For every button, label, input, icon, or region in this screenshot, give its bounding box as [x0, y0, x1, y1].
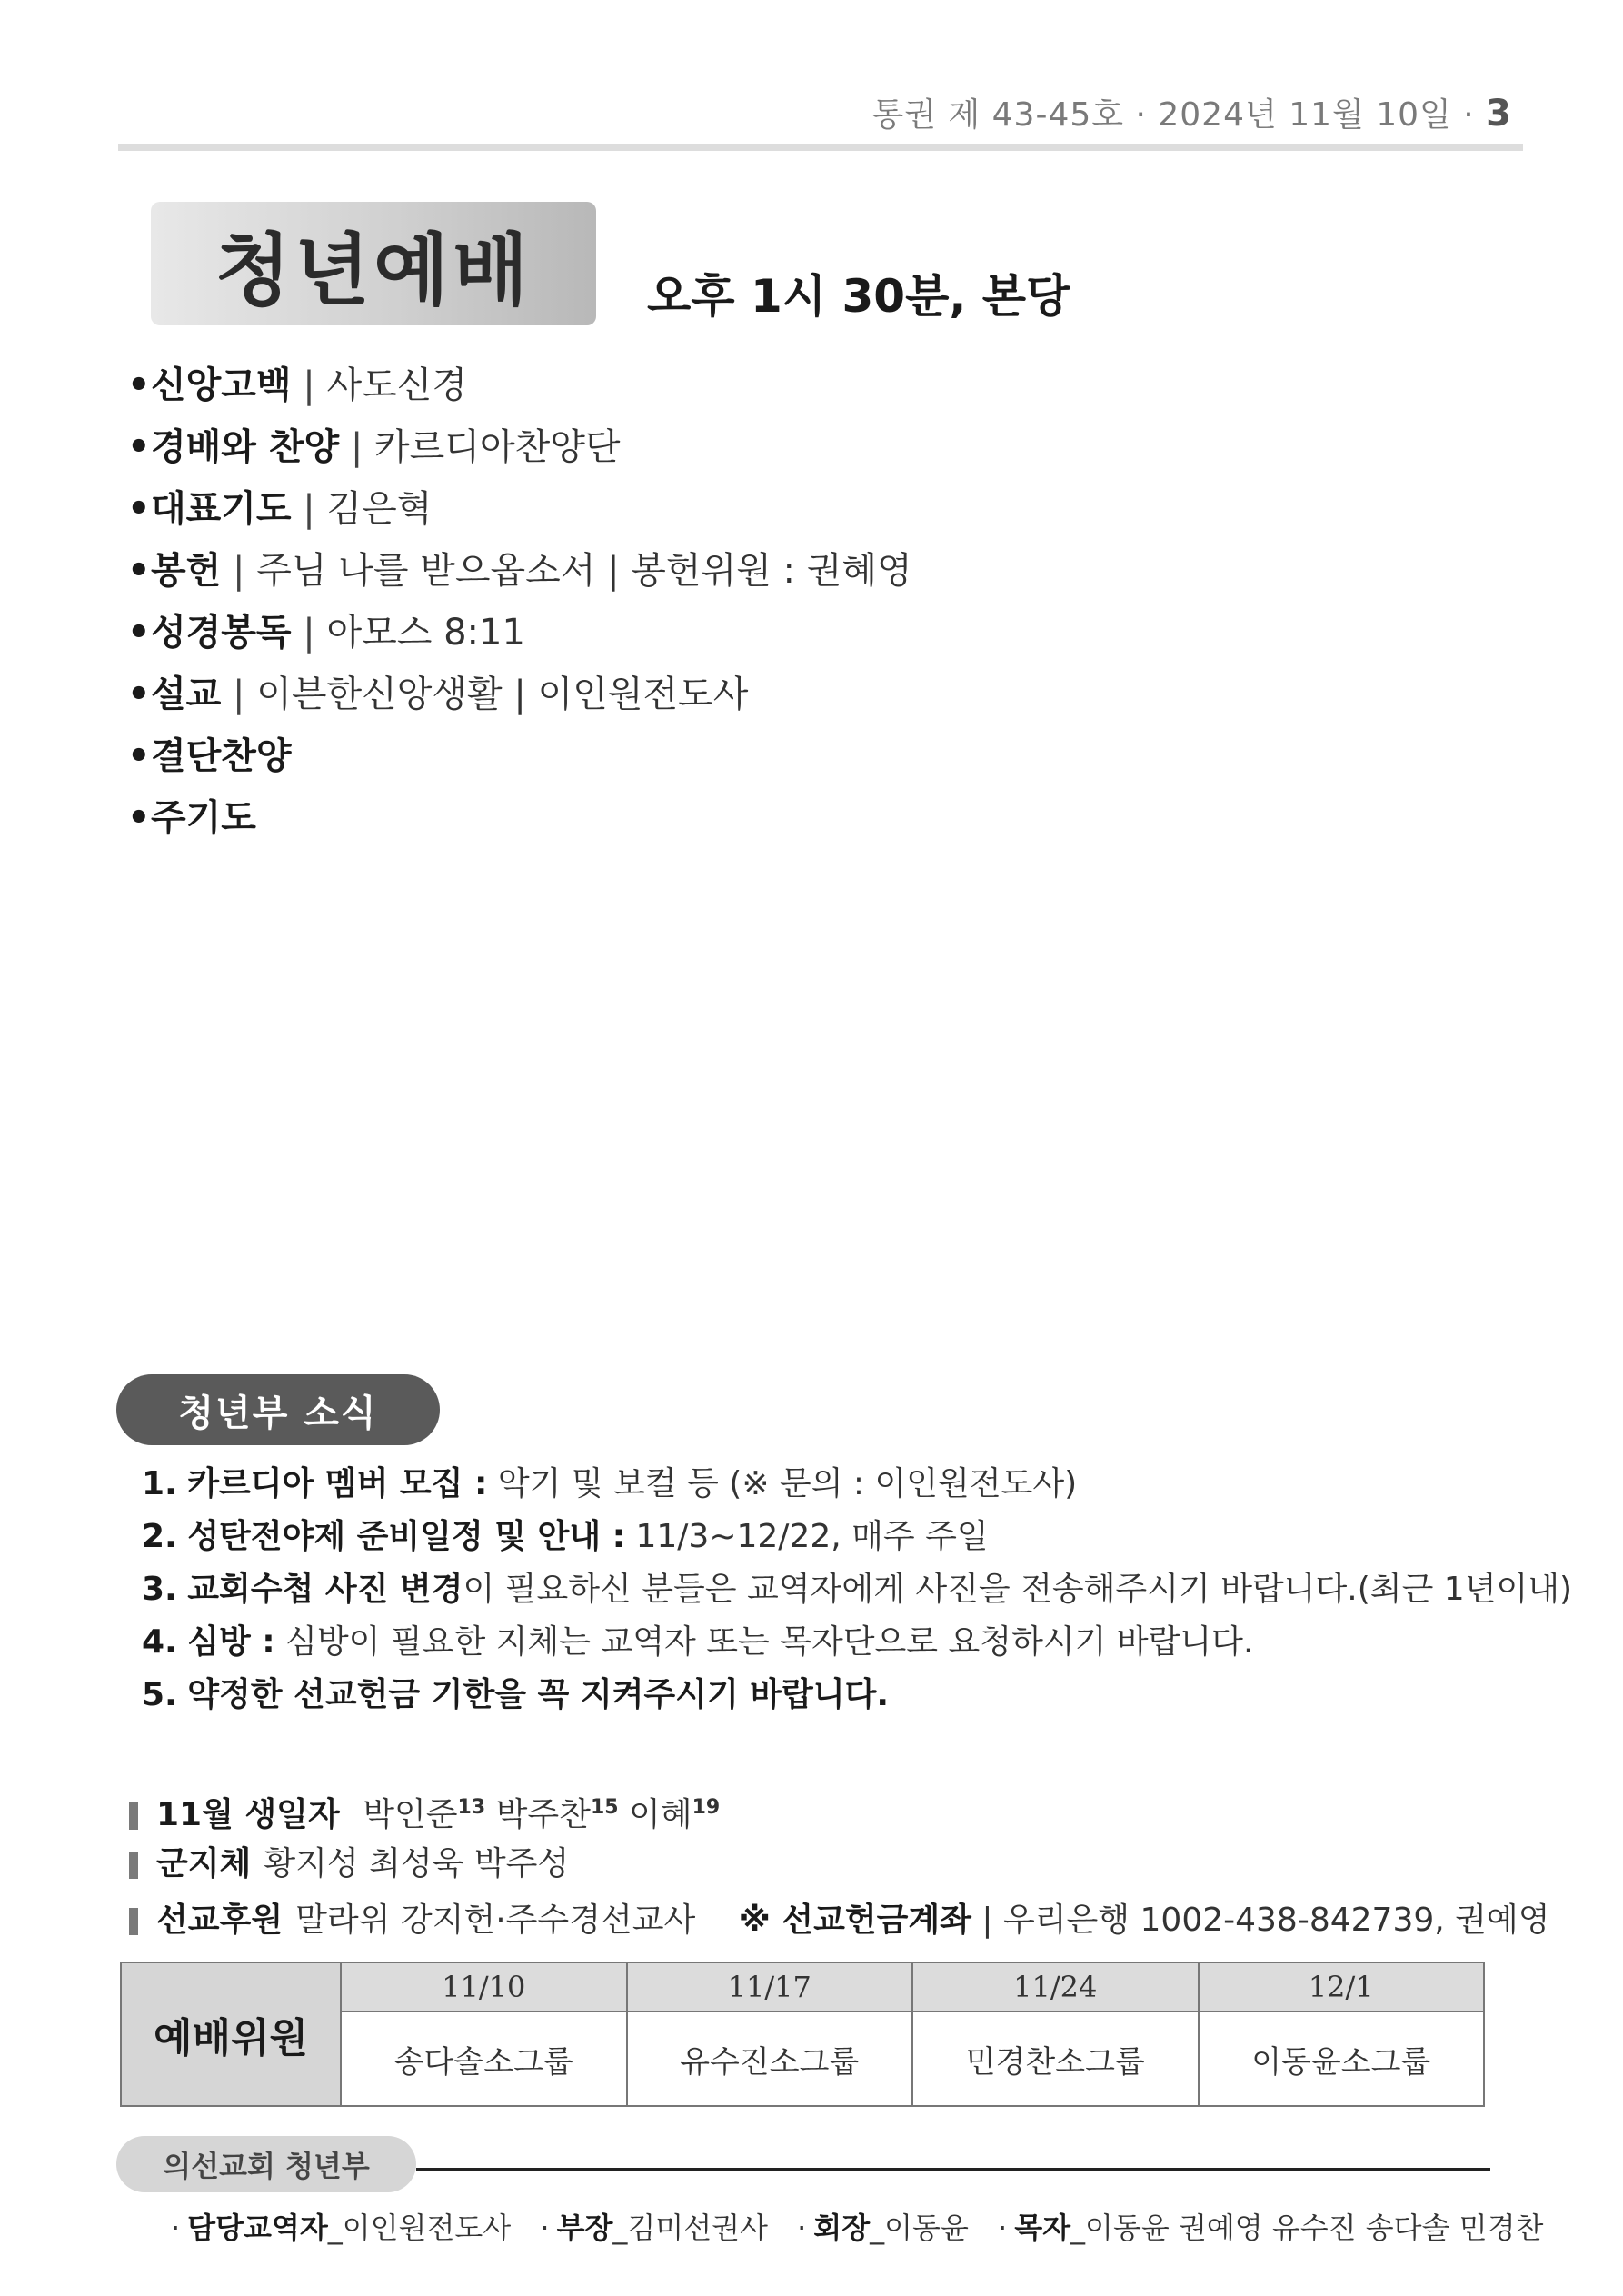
account-label: ※ 선교헌금계좌 — [738, 1902, 971, 1939]
header-rule — [118, 144, 1523, 151]
news-item-title: 성탄전야제 준비일정 및 안내 : — [187, 1518, 626, 1555]
order-item: •성경봉독 | 아모스 8:11 — [127, 612, 525, 654]
news-section-tag: 청년부 소식 — [116, 1374, 440, 1445]
news-list — [142, 1458, 1572, 1722]
news-item-text: 악기 및 보컬 등 (※ 문의 : 이인원전도사) — [487, 1465, 1078, 1502]
news-item-text: 심방이 필요한 지체는 교역자 또는 목자단으로 요청하시기 바랍니다. — [274, 1623, 1254, 1661]
military-names: 황지성 최성욱 박주성 — [264, 1845, 570, 1882]
service-title-box — [151, 202, 596, 325]
birthday-name: 이혜 — [629, 1796, 692, 1833]
issue-header — [871, 89, 1512, 135]
news-item: 4. 심방 : 심방이 필요한 지체는 교역자 또는 목자단으로 요청하시기 바랍니다. — [142, 1623, 1254, 1661]
staff-role: 목자 — [1014, 2211, 1071, 2245]
duty-group: 유수진소그룹 — [627, 2011, 913, 2106]
order-value: 이븐한신앙생활 | 이인원전도사 — [256, 674, 749, 715]
duty-group: 민경찬소그룹 — [912, 2011, 1199, 2106]
order-value: 아모스 8:11 — [326, 612, 525, 654]
row-marker — [129, 1802, 138, 1830]
order-label: 대표기도 — [151, 488, 292, 530]
footer-org-tag: 의선교회 청년부 — [116, 2136, 416, 2192]
staff-names: 이동윤 — [884, 2211, 969, 2245]
issue-text: 통권 제 43-45호 · 2024년 11월 10일 · — [871, 96, 1487, 134]
duty-date: 11/24 — [912, 1962, 1199, 2011]
news-item-title: 교회수첩 사진 변경 — [187, 1571, 463, 1608]
service-time-place: 오후 1시 30분, 본당 — [647, 270, 1070, 323]
staff-names: 이동윤 권예영 유수진 송다솔 민경찬 — [1085, 2211, 1544, 2245]
account-text: | 우리은행 1002-438-842739, 권예영 — [971, 1902, 1550, 1939]
order-label: 설교 — [151, 674, 222, 715]
order-item: •신앙고백 | 사도신경 — [127, 364, 468, 406]
news-item: 5. 약정한 선교헌금 기한을 꼭 지켜주시기 바랍니다. — [142, 1676, 890, 1713]
order-item: •경배와 찬양 | 카르디아찬양단 — [127, 426, 621, 468]
duty-table-label: 예배위원 — [121, 1962, 341, 2106]
order-value: 사도신경 — [326, 364, 468, 406]
birthday-row — [129, 1780, 1549, 1836]
birthday-name: 박인준 — [363, 1796, 458, 1833]
birthday-day: 15 — [590, 1796, 619, 1819]
birthday-day: 19 — [692, 1796, 721, 1819]
footer-rule — [416, 2168, 1490, 2171]
order-label: 결단찬양 — [151, 735, 292, 777]
military-row — [129, 1836, 1549, 1892]
info-section — [129, 1780, 1549, 1949]
worship-duty-table — [120, 1962, 1485, 2107]
military-label: 군지체 — [156, 1845, 252, 1882]
staff-role: 부장 — [556, 2211, 613, 2245]
row-marker — [129, 1908, 138, 1935]
order-value: 김은혁 — [326, 488, 433, 530]
order-of-service — [127, 354, 912, 849]
mission-label: 선교후원 — [156, 1902, 284, 1939]
order-value: 주님 나를 받으옵소서 | 봉헌위원 : 권혜영 — [256, 550, 912, 592]
news-item-title: 심방 : — [187, 1623, 275, 1661]
birthday-label: 11월 생일자 — [156, 1796, 340, 1833]
order-item: •결단찬양 — [127, 735, 292, 777]
duty-group: 송다솔소그룹 — [341, 2011, 627, 2106]
order-label: 봉헌 — [151, 550, 222, 592]
news-item-text: 이 필요하신 분들은 교역자에게 사진을 전송해주시기 바랍니다.(최근 1년이내) — [463, 1571, 1573, 1608]
order-label: 성경봉독 — [151, 612, 292, 654]
birthday-name: 박주찬 — [495, 1796, 591, 1833]
staff-role: 회장 — [813, 2211, 871, 2245]
staff-list: · 담당교역자_이인원전도사 · 부장_김미선권사 · 회장_이동윤 · 목자_이동윤 권예영 유수진 송다솔 민경찬 — [171, 2211, 1544, 2245]
order-item: •대표기도 | 김은혁 — [127, 488, 433, 530]
news-item-title: 카르디아 멤버 모집 : — [187, 1465, 488, 1502]
news-item: 1. 카르디아 멤버 모집 : 악기 및 보컬 등 (※ 문의 : 이인원전도사) — [142, 1465, 1078, 1502]
news-item-text: 11/3~12/22, 매주 주일 — [625, 1518, 989, 1555]
staff-names: 이인원전도사 — [342, 2211, 512, 2245]
order-item: •주기도 — [127, 797, 256, 839]
order-item: •설교 | 이븐한신앙생활 | 이인원전도사 — [127, 674, 749, 715]
duty-date: 11/10 — [341, 1962, 627, 2011]
order-label: 신앙고백 — [151, 364, 292, 406]
duty-date: 12/1 — [1199, 1962, 1485, 2011]
staff-role: 담당교역자 — [187, 2211, 328, 2245]
order-value: 카르디아찬양단 — [374, 426, 621, 468]
order-label: 경배와 찬양 — [151, 426, 340, 468]
news-item: 3. 교회수첩 사진 변경이 필요하신 분들은 교역자에게 사진을 전송해주시기 바랍니다.(최근 1년이내) — [142, 1571, 1573, 1608]
duty-group: 이동윤소그룹 — [1199, 2011, 1485, 2106]
mission-text: 말라위 강지헌·주수경선교사 — [295, 1902, 696, 1939]
order-label: 주기도 — [151, 797, 256, 839]
news-item-title: 약정한 선교헌금 기한을 꼭 지켜주시기 바랍니다. — [187, 1676, 890, 1713]
mission-row — [129, 1892, 1549, 1949]
birthday-day: 13 — [457, 1796, 486, 1819]
duty-date: 11/17 — [627, 1962, 913, 2011]
news-item: 2. 성탄전야제 준비일정 및 안내 : 11/3~12/22, 매주 주일 — [142, 1518, 989, 1555]
service-title: 청년예배 — [214, 225, 533, 316]
staff-names: 김미선권사 — [627, 2211, 768, 2245]
page-number: 3 — [1486, 93, 1512, 135]
row-marker — [129, 1852, 138, 1879]
order-item: •봉헌 | 주님 나를 받으옵소서 | 봉헌위원 : 권혜영 — [127, 550, 912, 592]
